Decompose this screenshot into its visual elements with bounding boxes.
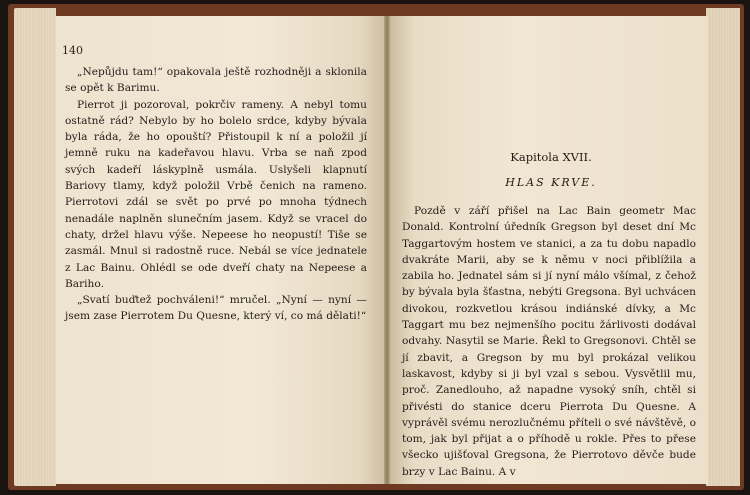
book-gutter — [384, 16, 390, 484]
chapter-title: HLAS KRVE. — [505, 176, 597, 189]
chapter-heading: Kapitola XVII. — [510, 150, 592, 164]
right-page-edges — [706, 8, 740, 486]
left-page-edges — [14, 8, 56, 486]
paragraph: Pierrot ji pozoroval, pokrčiv rameny. A nebyl tomu ostatně rád? Nebylo by ho bolelo srdce, kdyby bývala byla ráda, že ho opouští? Přistoupil k ní a položil jí jemně ruku na kadeřavou hlavu. Vrba se naň zpod svých kadeří láskyplně usmála. Uslyšeli klapnutí Bariovy tlamy, když položil Vrbě čenich na rameno. Pierrotovi zdál se svět po prvé po mnoha týdnech nenadále naplněn slunečním jasem. Když se vracel do chaty, držel hlavu výše. Nepeese ho neopustí! Tiše se zasmál. Mnul si radostně ruce. Nebál se více jednatele z Lac Bainu. Ohlédl se ode dveří chaty na Nepeese a Bariho. — [65, 98, 367, 290]
paragraph: „Svatí buďtež pochváleni!“ mručel. „Nyní — nyní — jsem zase Pierrotem Du Quesne, který ví, co má dělati!“ — [65, 294, 367, 323]
paragraph: Pozdě v září přišel na Lac Bain geometr Mac Donald. Kontrolní úředník Gregson byl deset dní Mc Taggartovým hostem ve stanici, a za tu dobu napadlo dvakráte Marii, aby se k němu v noci přiblížila a zabila ho. Jednatel sám si jí nyní málo všímal, z čehož by bývala byla šťastna, nebýti Gregsona. Byl uchvácen divokou, rozkvetlou krásou indiánské dívky, a Mc Taggart mu bez nejmenšího pocitu žárlivosti dodával odvahy. Nasytil se Marie. Řekl to Gregsonovi. Chtěl se jí zbavit, a Gregson by mu byl prokázal velikou laskavost, kdyby si ji byl vzal s sebou. Vysvětlil mu, proč. Zanedlouho, až napadne vysoký sníh, chtěl si přivésti do stanice dceru Pierrota Du Quesne. A vyprávěl svému nerozlučnému příteli o své návštěvě, o tom, jak byl přijat a o příhodě u rokle. Přes to přese všecko ujišťoval Gregsona, že Pierrotovo děvče bude brzy v Lac Bainu. A v — [402, 205, 696, 478]
page-number: 140 — [62, 44, 83, 57]
paragraph: „Nepůjdu tam!“ opakovala ještě rozhodněji a sklonila se opět k Barimu. — [65, 66, 367, 95]
right-page-text — [402, 203, 696, 480]
left-page-text — [65, 64, 367, 325]
